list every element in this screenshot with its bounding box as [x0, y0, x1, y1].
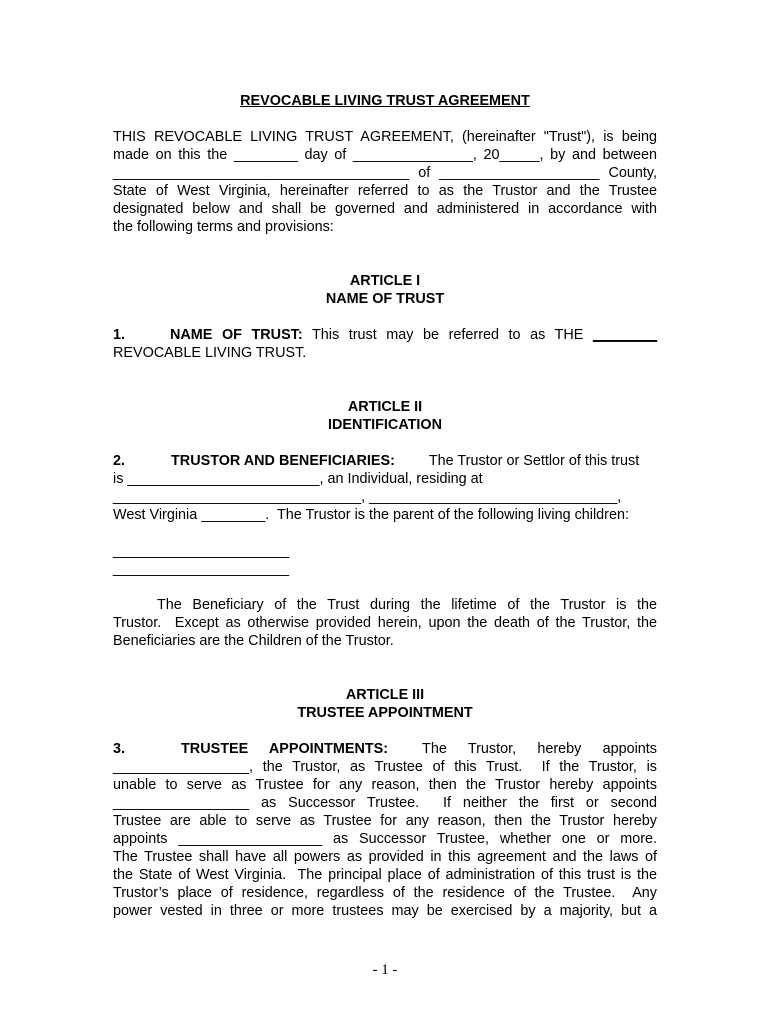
spacer: [113, 650, 657, 686]
spacer: [113, 308, 657, 326]
spacer: [113, 524, 657, 542]
section-3-line: appoints __________________ as Successor Trustee, whether one or more.: [113, 831, 657, 847]
intro-line: _____________________________________ of ____________________ County,: [113, 165, 657, 181]
beneficiary-line: The Beneficiary of the Trust during the lifetime of the Trustor is the: [157, 597, 657, 613]
spacer: [113, 110, 657, 128]
section-3-line: power vested in three or more trustees may be exercised by a majority, but a: [113, 903, 657, 919]
section-3-line: Trustor’s place of residence, regardless of the residence of the Trustee. Any: [113, 885, 657, 901]
spacer: [113, 362, 657, 398]
section-1-line: [113, 326, 657, 344]
section-3-line: The Trustee shall have all powers as provided in this agreement and the laws of: [113, 849, 657, 865]
section-label: NAME OF TRUST:: [170, 327, 303, 343]
spacer: [113, 578, 657, 596]
document-page: [113, 92, 657, 920]
intro-line: the following terms and provisions:: [113, 219, 334, 235]
section-number: 2.: [113, 453, 126, 469]
article-1-subheading: NAME OF TRUST: [325, 291, 445, 307]
intro-line: THIS REVOCABLE LIVING TRUST AGREEMENT, (hereinafter "Trust"), is being: [113, 129, 657, 145]
article-2-subheading: IDENTIFICATION: [327, 417, 443, 433]
section-2-line: _______________________________, _______________________________,: [113, 489, 622, 505]
intro-line: State of West Virginia, hereinafter referred to as the Trustor and the Trustee: [113, 183, 657, 199]
section-3-line: [113, 740, 657, 758]
section-2-line: is ________________________, an Individual, residing at: [113, 471, 483, 487]
document-title: REVOCABLE LIVING TRUST AGREEMENT: [240, 93, 530, 109]
spacer: [113, 434, 657, 452]
section-3-line: Trustee are able to serve as Trustee for any reason, then the Trustor hereby: [113, 813, 657, 829]
section-2-paragraph: [113, 452, 657, 524]
section-text: This trust may be referred to as THE: [302, 327, 593, 343]
intro-paragraph: [113, 128, 657, 236]
spacer: [113, 722, 657, 740]
section-number: 1.: [113, 327, 126, 343]
section-3-line: unable to serve as Trustee for any reason, then the Trustor hereby appoints: [113, 777, 657, 793]
section-text: The Trustor or Settlor of this trust: [428, 453, 640, 469]
spacer: [113, 236, 657, 272]
section-3-line: _________________, the Trustor, as Trustee of this Trust. If the Trustor, is: [113, 759, 657, 775]
section-1-line: REVOCABLE LIVING TRUST.: [113, 345, 307, 361]
child-name-blank[interactable]: ______________________: [113, 561, 290, 577]
page-number: - 1 -: [372, 962, 398, 978]
intro-line: designated below and shall be governed and administered in accordance with: [113, 201, 657, 217]
article-1-heading: ARTICLE I: [349, 273, 421, 289]
article-3-subheading: TRUSTEE APPOINTMENT: [297, 705, 473, 721]
section-label: TRUSTOR AND BENEFICIARIES:: [171, 453, 395, 469]
section-3-paragraph: [113, 740, 657, 920]
section-label: TRUSTEE APPOINTMENTS:: [181, 741, 389, 757]
section-text: The Trustor, hereby appoints: [422, 741, 658, 757]
intro-line: made on this the ________ day of _______________, 20_____, by and between: [113, 147, 657, 163]
article-3-heading: ARTICLE III: [345, 687, 425, 703]
beneficiary-line: Beneficiaries are the Children of the Trustor.: [113, 633, 394, 649]
children-list: [113, 542, 657, 578]
article-2-heading: ARTICLE II: [347, 399, 423, 415]
section-3-line: _________________ as Successor Trustee. If neither the first or second: [113, 795, 657, 811]
section-2-line: [113, 452, 657, 470]
section-1-paragraph: [113, 326, 657, 362]
beneficiary-line: Trustor. Except as otherwise provided herein, upon the death of the Trustor, the: [113, 615, 657, 631]
child-name-blank[interactable]: ______________________: [113, 543, 290, 559]
section-2-line: West Virginia ________. The Trustor is the parent of the following living children:: [113, 507, 629, 523]
trust-name-blank[interactable]: ________: [592, 327, 658, 343]
section-number: 3.: [113, 741, 126, 757]
section-3-line: the State of West Virginia. The principal place of administration of this trust is the: [113, 867, 657, 883]
beneficiary-paragraph: [113, 596, 657, 650]
